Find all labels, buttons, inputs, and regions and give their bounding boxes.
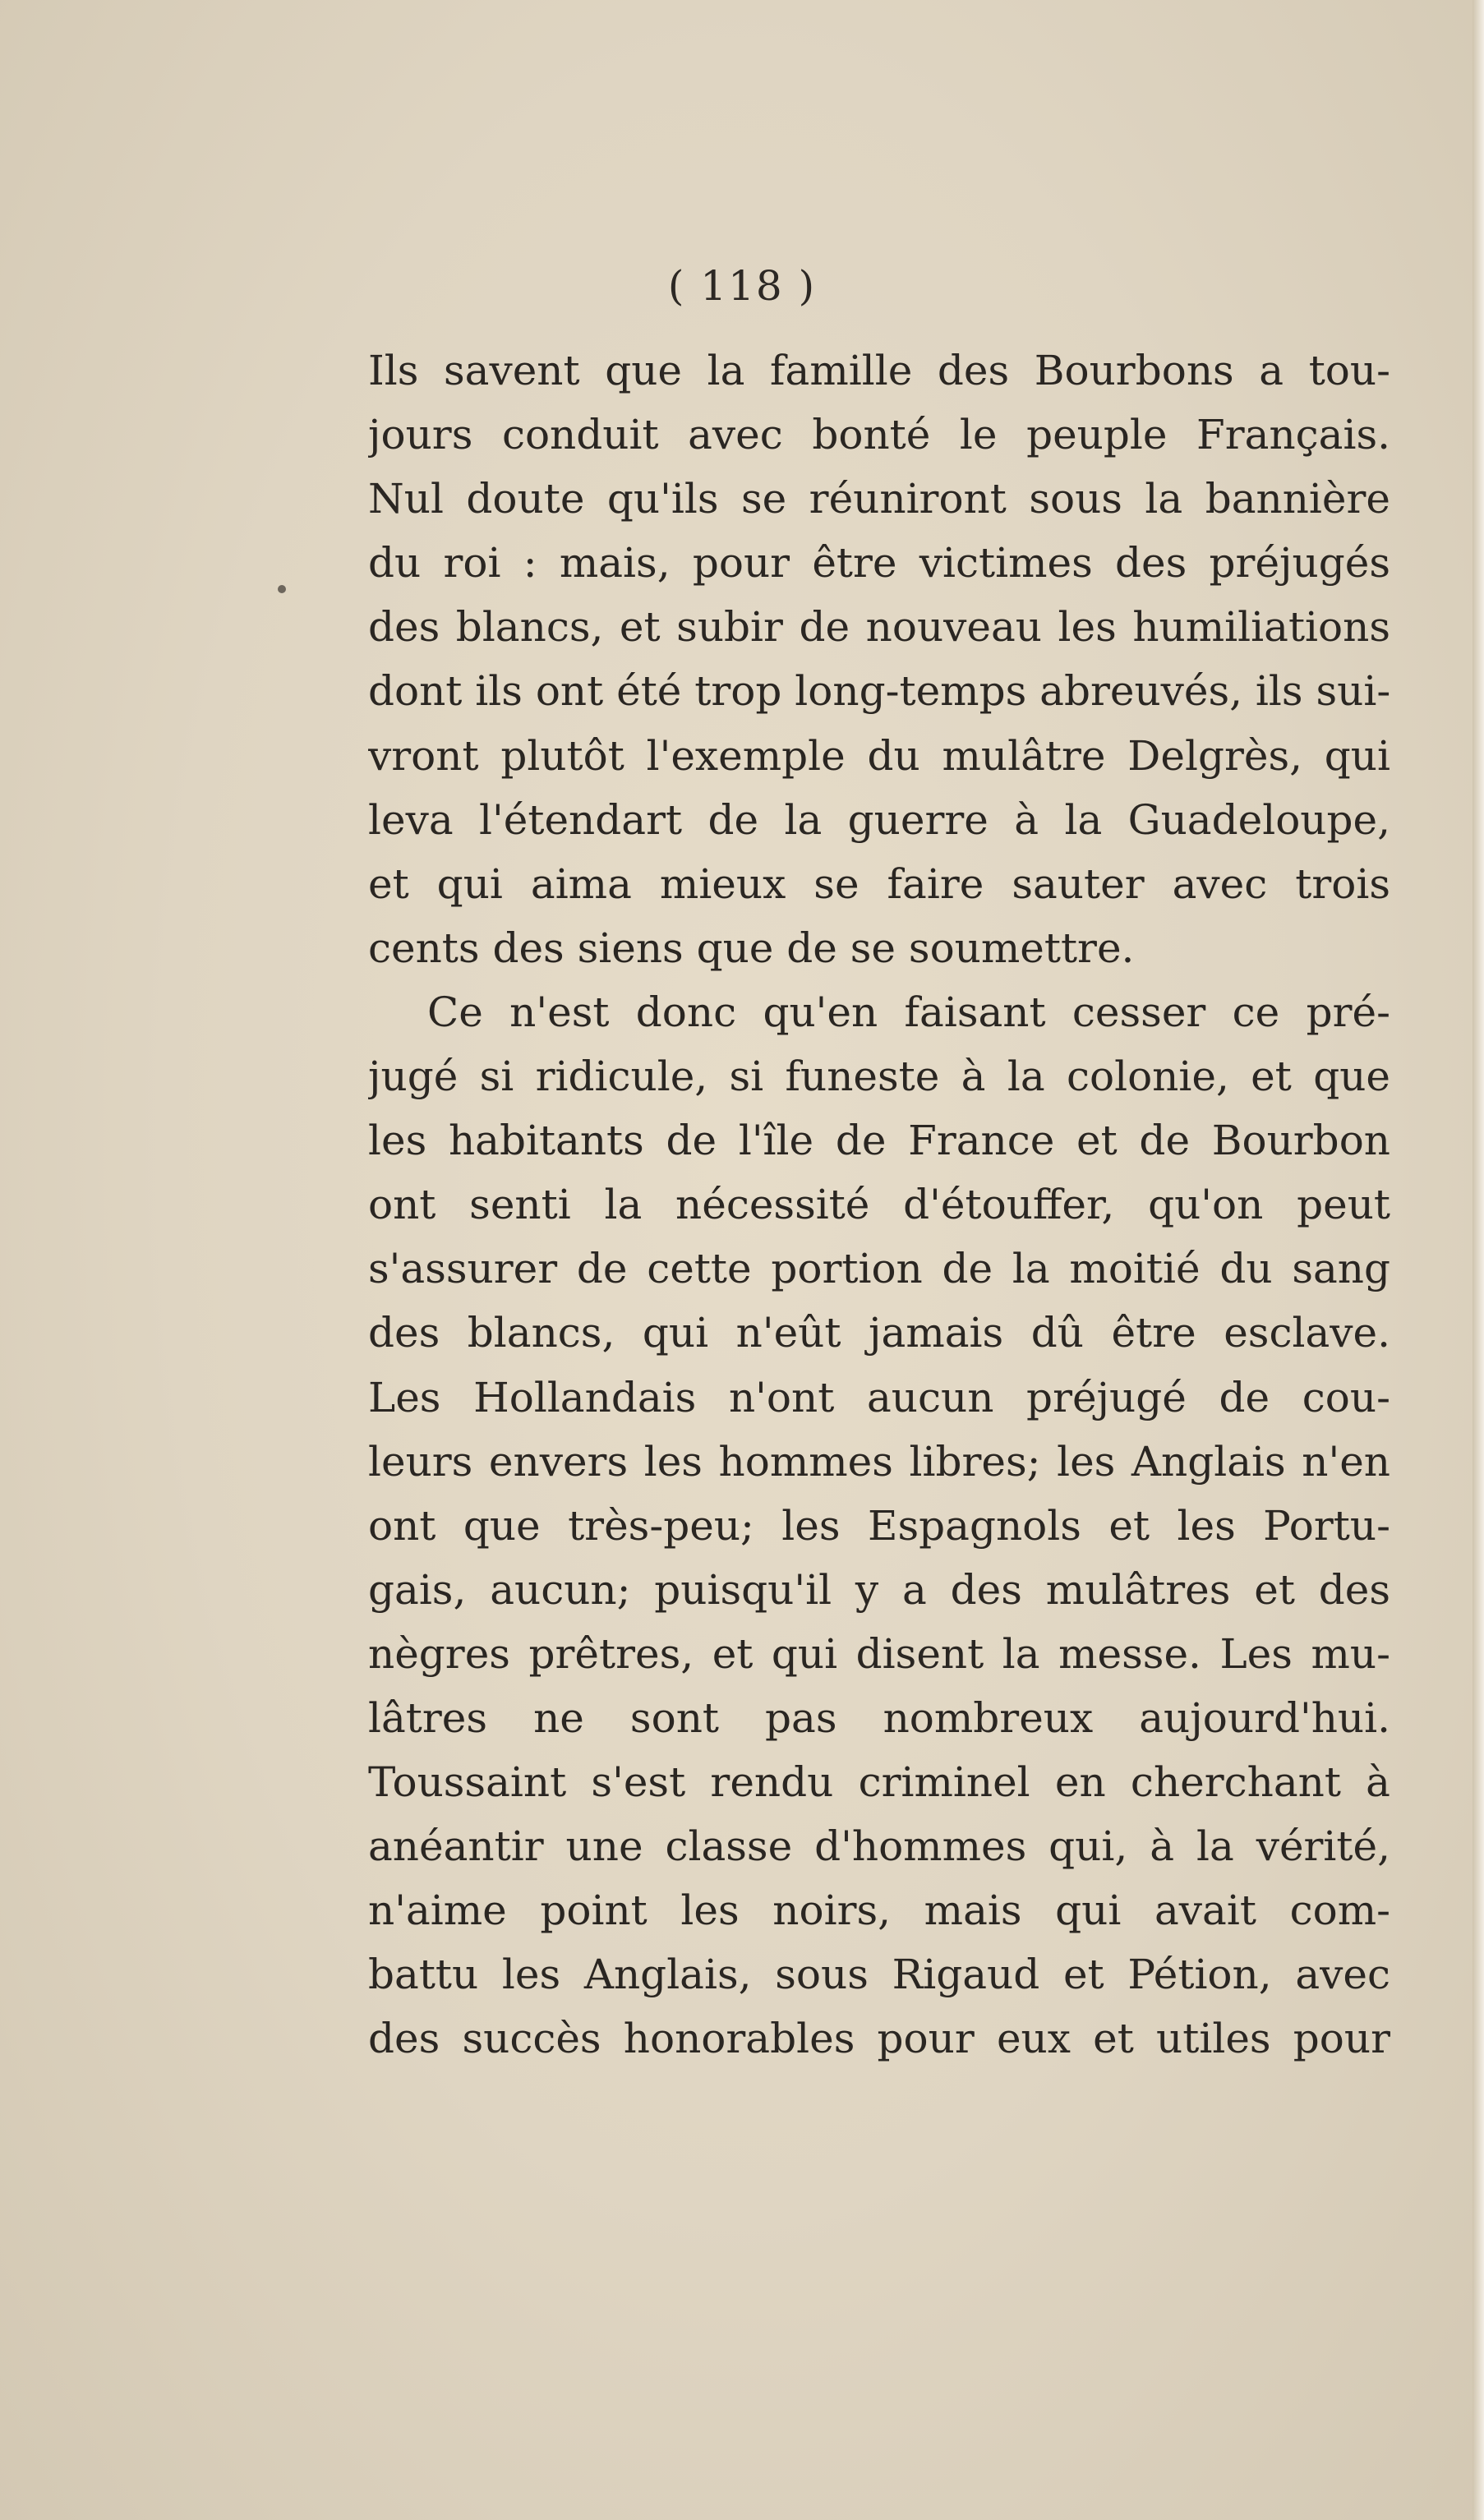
text-line: du roi : mais, pour être victimes des préjugés: [368, 539, 1390, 587]
text-line: nègres prêtres, et qui disent la messe. Les mu-: [368, 1629, 1390, 1678]
paragraph-start-line: Ce n'est donc qu'en faisant cesser ce pré-: [427, 988, 1390, 1036]
text-line: des blancs, qui n'eût jamais dû être esclave.: [368, 1309, 1390, 1357]
text-line: vront plutôt l'exemple du mulâtre Delgrès, qui: [368, 731, 1390, 780]
page-number: ( 118 ): [667, 262, 817, 310]
text-line: et qui aima mieux se faire sauter avec trois: [368, 859, 1390, 908]
text-line: dont ils ont été trop long-temps abreuvés, ils sui-: [368, 667, 1390, 716]
text-line: Toussaint s'est rendu criminel en cherchant à: [368, 1758, 1390, 1807]
text-line: jugé si ridicule, si funeste à la colonie, et que: [368, 1053, 1390, 1101]
ink-speck: [278, 585, 286, 593]
text-line: anéantir une classe d'hommes qui, à la vérité,: [368, 1822, 1390, 1871]
text-line: n'aime point les noirs, mais qui avait com-: [368, 1887, 1390, 1935]
text-line: lâtres ne sont pas nombreux aujourd'hui.: [368, 1693, 1390, 1742]
text-line: leva l'étendart de la guerre à la Guadeloupe,: [368, 795, 1390, 844]
text-line: ont senti la nécessité d'étouffer, qu'on peut: [368, 1181, 1390, 1229]
text-line: des succès honorables pour eux et utiles pour: [368, 2015, 1390, 2063]
text-line: ont que très-peu; les Espagnols et les Portu-: [368, 1501, 1390, 1550]
text-line: Ils savent que la famille des Bourbons a tou-: [368, 347, 1390, 394]
text-line: Nul doute qu'ils se réuniront sous la bannière: [368, 475, 1390, 523]
text-line: des blancs, et subir de nouveau les humiliations: [368, 603, 1390, 652]
text-line: Les Hollandais n'ont aucun préjugé de cou-: [368, 1373, 1390, 1421]
text-line: battu les Anglais, sous Rigaud et Pétion, avec: [368, 1951, 1390, 1999]
text-line: leurs envers les hommes libres; les Anglais n'en: [368, 1437, 1390, 1486]
paragraph-end-line: cents des siens que de se soumettre.: [368, 924, 1135, 972]
text-line: gais, aucun; puisqu'il y a des mulâtres et des: [368, 1565, 1390, 1614]
text-line: jours conduit avec bonté le peuple Français.: [368, 411, 1390, 459]
text-line: s'assurer de cette portion de la moitié du sang: [368, 1245, 1390, 1293]
text-line: les habitants de l'île de France et de Bourbon: [368, 1117, 1390, 1165]
page-edge: [1472, 0, 1484, 2520]
body-text: [368, 339, 1390, 2071]
